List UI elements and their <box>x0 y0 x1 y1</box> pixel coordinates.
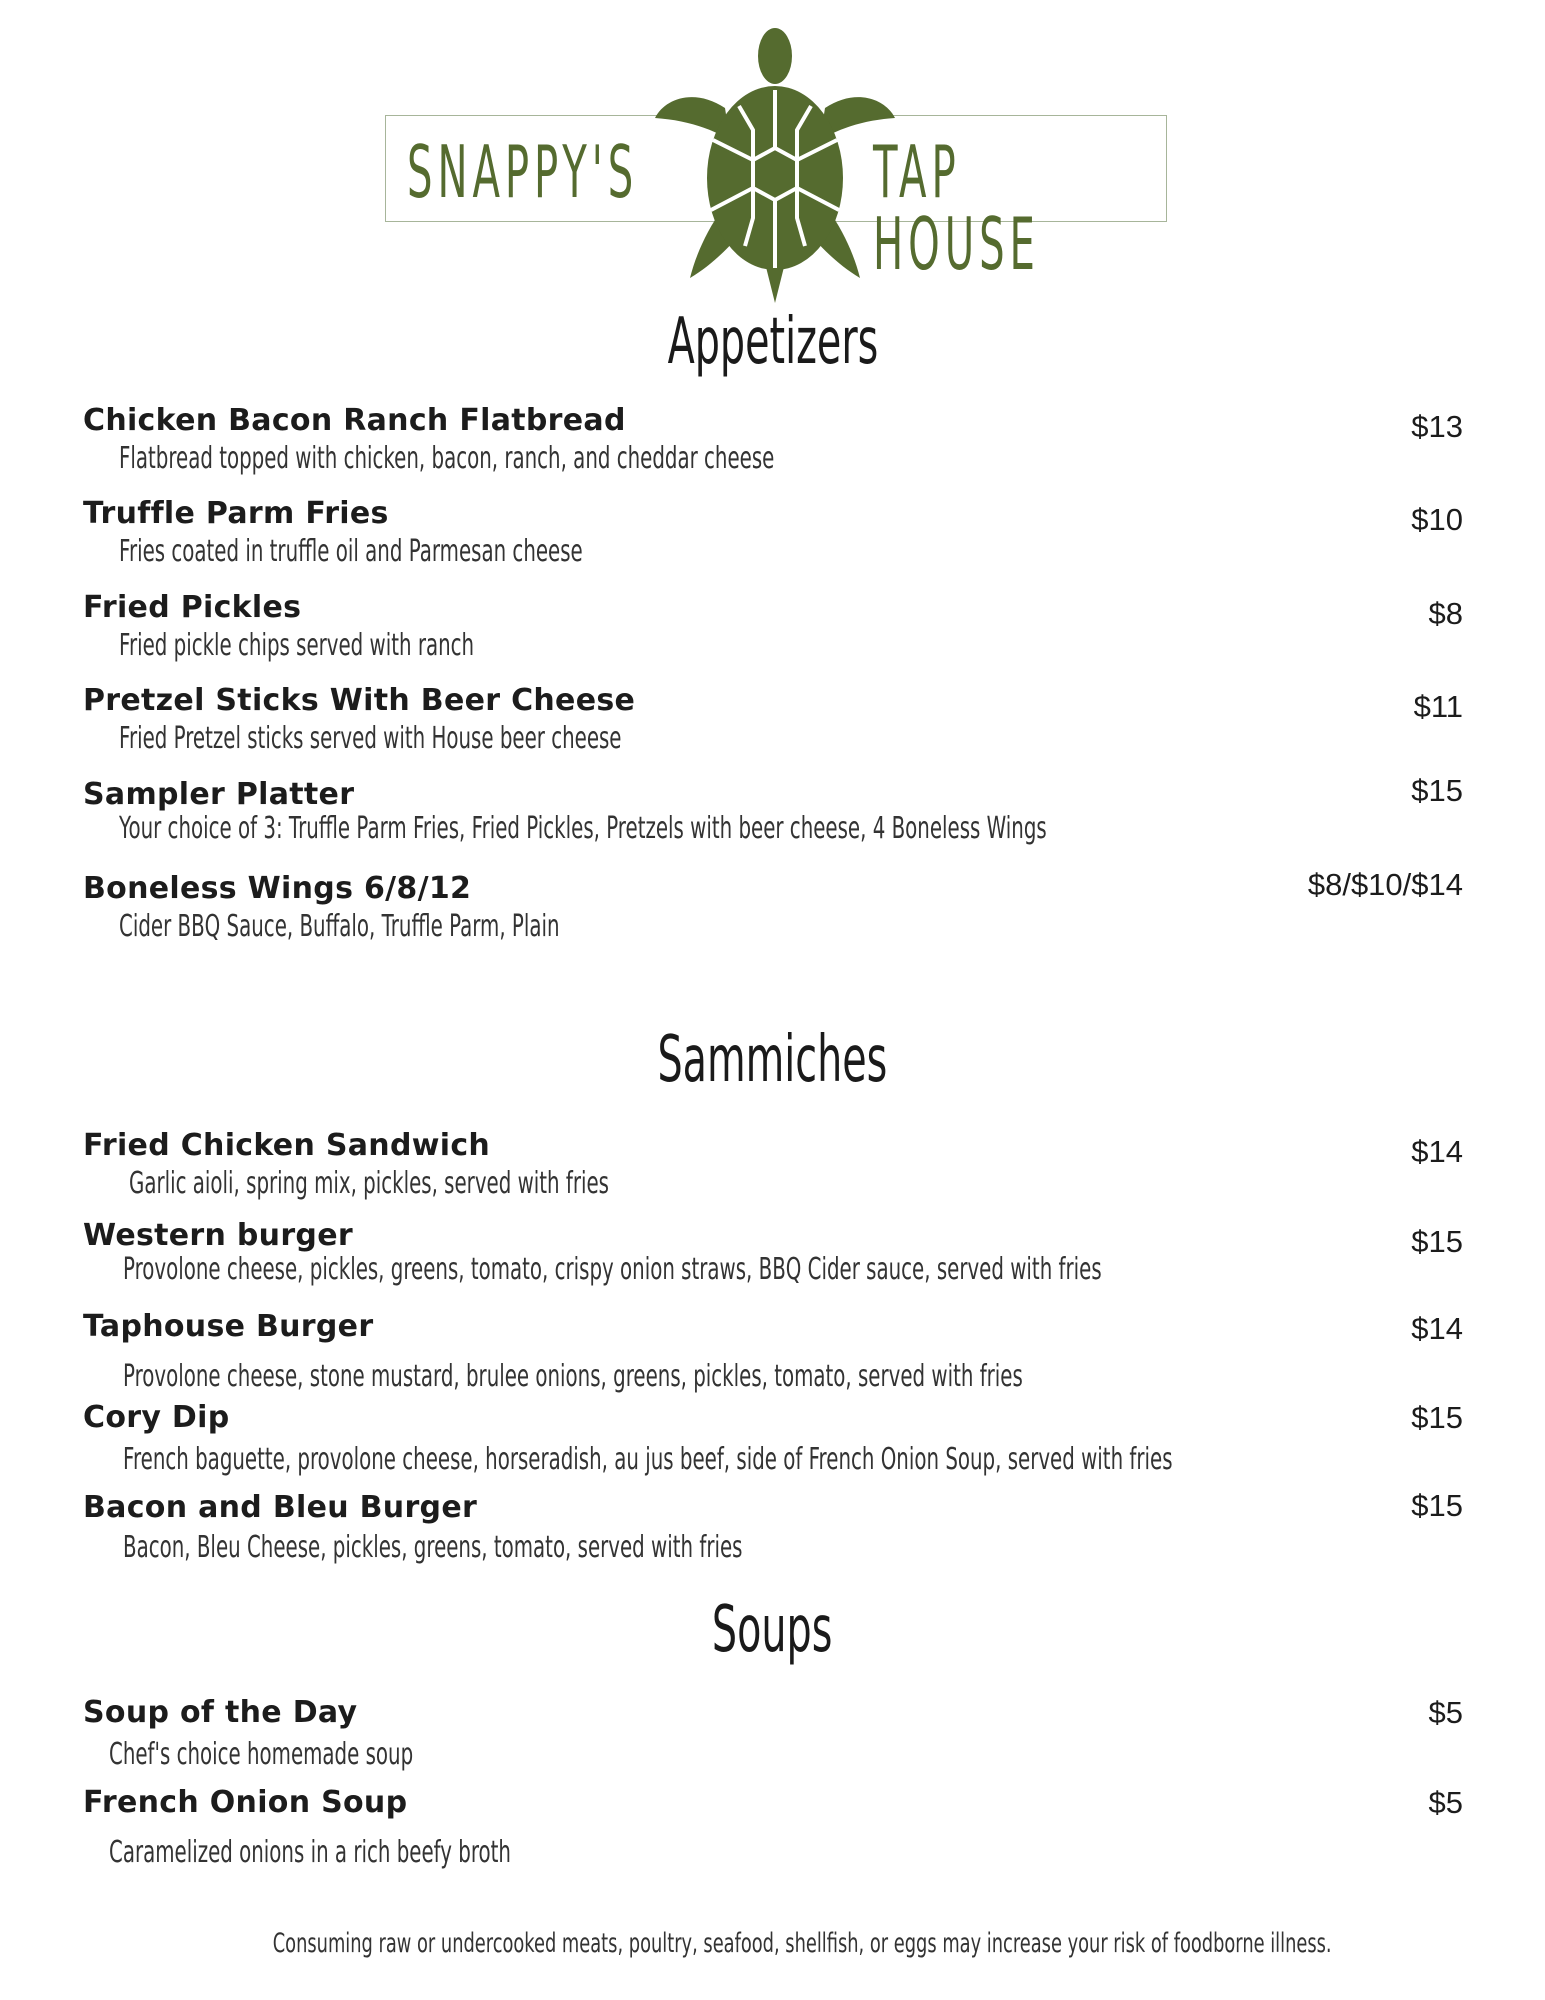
item-price: $11 <box>1413 689 1463 724</box>
item-name: Pretzel Sticks With Beer Cheese <box>83 683 636 718</box>
item-description: Provolone cheese, pickles, greens, tomato, crispy onion straws, BBQ Cider sauce, served with fries <box>123 1252 1102 1287</box>
item-name: Boneless Wings 6/8/12 <box>83 871 472 906</box>
item-price: $10 <box>1411 502 1463 537</box>
menu-item <box>83 1309 1463 1394</box>
item-name: Sampler Platter <box>83 777 355 812</box>
item-description: Your choice of 3: Truffle Parm Fries, Fried Pickles, Pretzels with beer cheese, 4 Boneless Wings <box>119 811 1047 846</box>
item-price: $8 <box>1428 596 1463 631</box>
item-name: Fried Pickles <box>83 590 302 625</box>
item-name: Truffle Parm Fries <box>83 496 389 531</box>
item-name: Cory Dip <box>83 1400 230 1435</box>
menu-item <box>83 496 1463 576</box>
item-description: Chef's choice homemade soup <box>109 1737 414 1772</box>
item-price: $14 <box>1411 1311 1463 1346</box>
item-description: Fries coated in truffle oil and Parmesan cheese <box>119 534 583 569</box>
brand-name-right: TAP HOUSE <box>873 130 1040 286</box>
menu-item <box>83 403 1463 483</box>
turtle-icon <box>655 28 895 303</box>
menu-item <box>83 1128 1463 1208</box>
menu-item <box>83 1695 1463 1775</box>
item-description: Caramelized onions in a rich beefy broth <box>109 1835 511 1870</box>
item-price: $8/$10/$14 <box>1307 867 1463 902</box>
item-description: Bacon, Bleu Cheese, pickles, greens, tomato, served with fries <box>123 1530 743 1565</box>
menu-item <box>83 773 1463 857</box>
menu-item <box>83 1218 1463 1298</box>
item-description: Garlic aioli, spring mix, pickles, served with fries <box>129 1166 609 1201</box>
item-price: $15 <box>1411 1400 1463 1435</box>
item-price: $14 <box>1411 1134 1463 1169</box>
item-name: Soup of the Day <box>83 1695 358 1730</box>
item-name: Chicken Bacon Ranch Flatbread <box>83 403 626 438</box>
item-price: $5 <box>1428 1695 1463 1730</box>
allergen-notice: Consuming raw or undercooked meats, poultry, seafood, shellfish, or eggs may increase your risk of foodborne illness. <box>272 1928 1332 1959</box>
item-description: Provolone cheese, stone mustard, brulee onions, greens, pickles, tomato, served with fries <box>123 1359 1023 1394</box>
item-name: Western burger <box>83 1218 353 1253</box>
item-name: Bacon and Bleu Burger <box>83 1490 478 1525</box>
item-description: Fried pickle chips served with ranch <box>119 628 475 663</box>
item-description: Cider BBQ Sauce, Buffalo, Truffle Parm, Plain <box>119 909 560 944</box>
item-description: Flatbread topped with chicken, bacon, ranch, and cheddar cheese <box>119 441 775 476</box>
item-price: $15 <box>1411 1488 1463 1523</box>
item-price: $15 <box>1411 773 1463 808</box>
section-title-soups: Soups <box>712 1593 833 1667</box>
section-title-sammiches: Sammiches <box>657 1023 888 1097</box>
menu-item <box>83 1785 1463 1870</box>
menu-item <box>83 683 1463 763</box>
item-name: Fried Chicken Sandwich <box>83 1128 491 1163</box>
menu-item <box>83 867 1463 951</box>
menu-item <box>83 590 1463 670</box>
item-name: French Onion Soup <box>83 1785 408 1820</box>
logo <box>385 28 1170 303</box>
item-description: French baguette, provolone cheese, horseradish, au jus beef, side of French Onion Soup, served with fries <box>123 1442 1173 1477</box>
item-description: Fried Pretzel sticks served with House beer cheese <box>119 721 622 756</box>
item-price: $5 <box>1428 1785 1463 1820</box>
item-price: $15 <box>1411 1224 1463 1259</box>
section-title-appetizers: Appetizers <box>667 305 878 379</box>
item-name: Taphouse Burger <box>83 1309 374 1344</box>
menu-item <box>83 1400 1463 1480</box>
menu-item <box>83 1490 1463 1570</box>
item-price: $13 <box>1411 409 1463 444</box>
brand-name-left: SNAPPY'S <box>407 130 639 214</box>
